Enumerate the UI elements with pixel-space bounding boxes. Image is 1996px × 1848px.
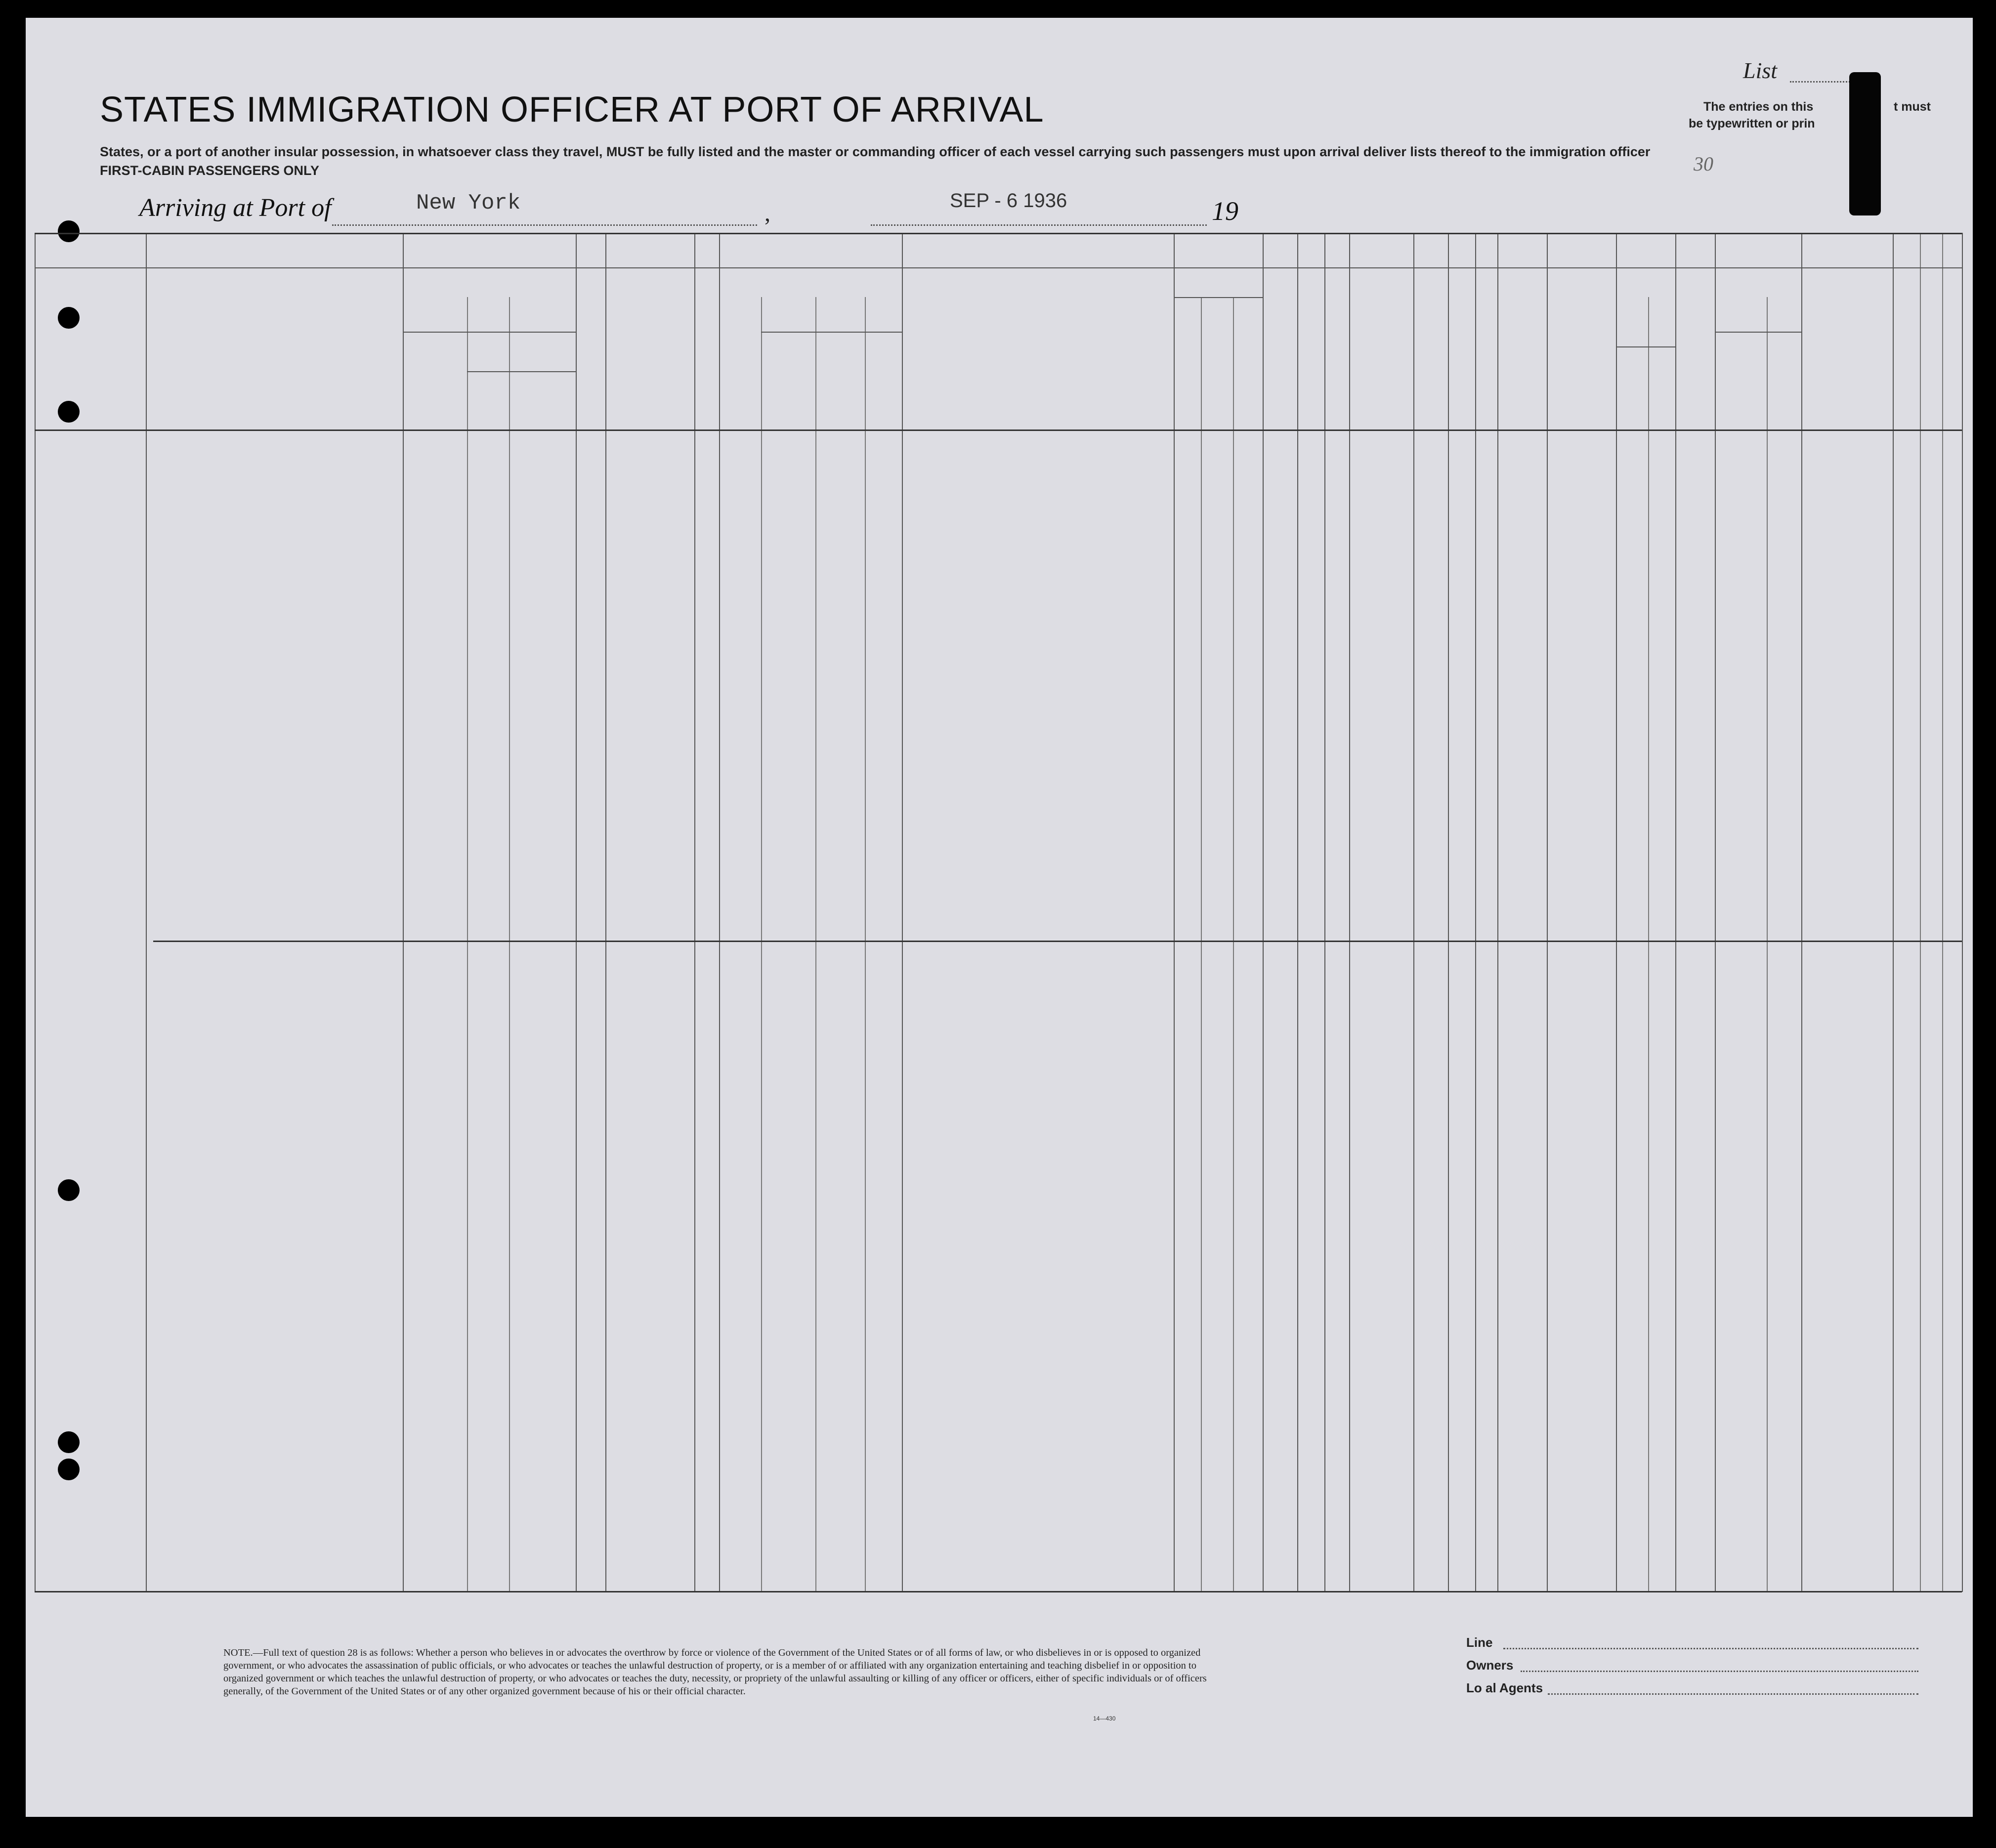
usa-sub-rule [467,371,576,372]
subcolumn-rule [1201,297,1202,1592]
color-sub-rule [1715,332,1801,333]
column-rule [1801,233,1802,1592]
column-rule [1962,233,1963,1592]
extra-rule [1920,233,1921,1592]
column-rule [1324,233,1325,1592]
column-rule [1174,233,1175,1592]
column-rule [1349,233,1350,1592]
subcolumn-rule [815,297,816,1592]
list-number-mark [1849,72,1881,215]
purpose-sub-rule [1174,297,1263,298]
owners-label: Owners [1466,1658,1514,1673]
port-dotline [332,224,757,226]
column-rule [1448,233,1449,1592]
bottom-rule [35,1591,1962,1592]
form-title: STATES IMMIGRATION OFFICER AT PORT OF ARRIVAL [100,90,1044,129]
column-rule [1715,233,1716,1592]
column-rule [1297,233,1298,1592]
height-sub-rule [1616,346,1675,347]
header-bottom-rule [35,430,1962,431]
year-prefix: 19 [1212,196,1238,226]
column-rule [1263,233,1264,1592]
column-rule [694,233,695,1592]
subcolumn-rule [761,297,762,1592]
class-line: FIRST-CABIN PASSENGERS ONLY [100,163,320,178]
agents-dotline [1548,1693,1918,1695]
column-rule [1893,233,1894,1592]
column-rule [1475,233,1476,1592]
footer-note: NOTE.—Full text of question 28 is as follows: Whether a person who believes in or advocates the overthrow by force or violence of the Government of the United States or of all forms of law, or who disbelieves in or is opposed to organized government, or who advocates the assassination of public officials, or who advocates or teaches the unlawful destruction of property, or is a member of or affiliated with any organization entertaining and teaching disbelief in or opposition to organized government or which teaches the unlawful destruction of property, or who advocates or teaches the duty, necessity, or propriety of the unlawful assaulting or killing of any officer or officers, either of specific individuals or of officers generally, of the Government of the United States or of any other organized government because of his or their official character. [223,1647,1207,1697]
form-number: 14—430 [1093,1715,1116,1722]
subcolumn-rule [467,297,468,1592]
comma-sep: , [764,200,770,226]
pencil-mark: 30 [1694,153,1713,175]
entries-note-2: be typewritten or prin [1689,117,1815,130]
form-subtitle: States, or a port of another insular possession, in whatsoever class they travel, MUST be fully listed and the master or commanding officer of each vessel carrying such passengers must upon arrival deliver lists thereof to the immigration officer [100,144,1651,159]
date-dotline [871,224,1207,226]
line-label: Line [1466,1635,1493,1650]
top-rule [35,233,1962,234]
owners-dotline [1521,1671,1918,1672]
list-label: List [1743,58,1778,83]
column-rule [1616,233,1617,1592]
line-dotline [1503,1648,1918,1649]
column-rule [719,233,720,1592]
agents-label: Lo al Agents [1466,1680,1543,1695]
column-rule [35,233,36,1592]
column-rule [576,233,577,1592]
column-rule [902,233,903,1592]
dest-sub-rule [403,332,576,333]
manifest-sheet [26,18,1973,1817]
manifest-table [35,233,1962,1592]
subcolumn-rule [1648,297,1649,1592]
prev-sub-rule [761,332,902,333]
column-rule [403,233,404,1592]
date-stamp: SEP - 6 1936 [950,190,1067,212]
subcolumn-rule [865,297,866,1592]
arriving-label: Arriving at Port of [139,194,332,222]
entries-note-1b: t must [1894,100,1931,114]
port-value: New York [416,191,521,215]
column-rule [1675,233,1676,1592]
column-rule [1547,233,1548,1592]
subcolumn-rule [1767,297,1768,1592]
column-rule [1413,233,1414,1592]
extra-rule [1942,233,1943,1592]
entries-note-1: The entries on this [1703,100,1814,114]
subcolumn-rule [509,297,510,1592]
colnum-rule [35,267,1962,268]
strikeout-line [153,941,1962,942]
column-rule [1497,233,1498,1592]
column-rule [605,233,606,1592]
subcolumn-rule [1233,297,1234,1592]
column-rule [146,233,147,1592]
